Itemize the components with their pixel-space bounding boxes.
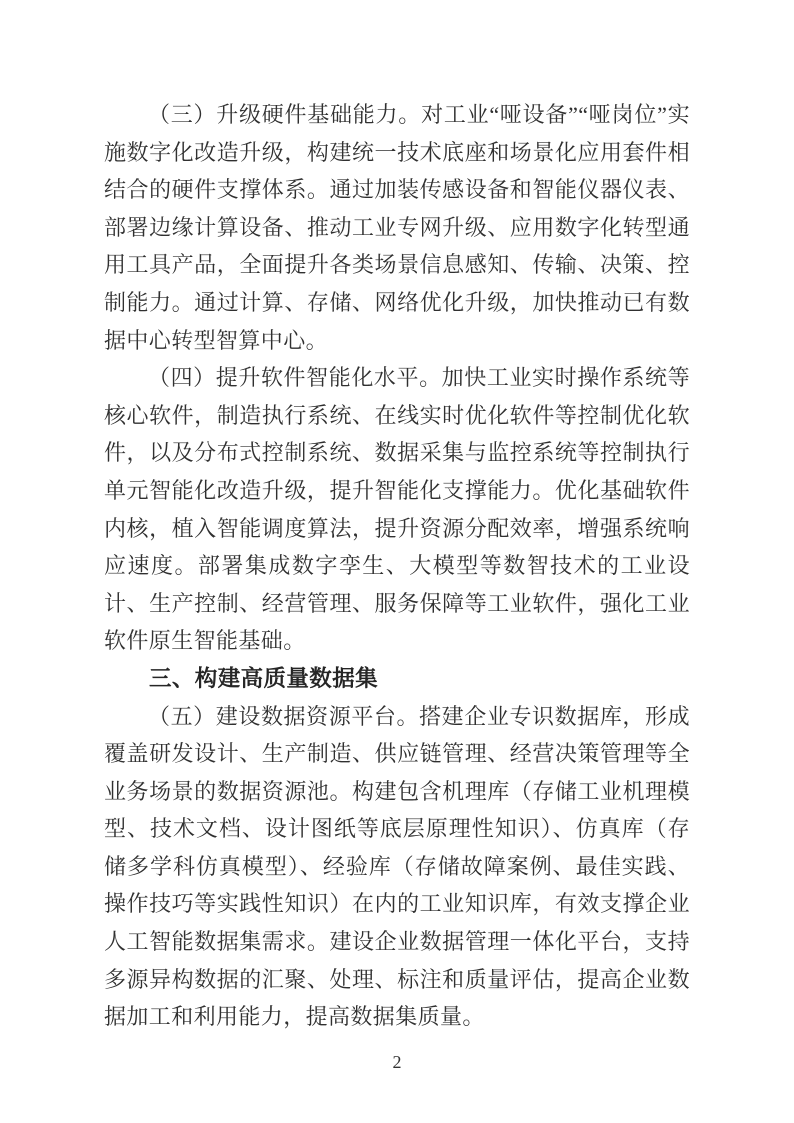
page-number: 2	[392, 1052, 402, 1072]
paragraph-data-resource-platform: （五）建设数据资源平台。搭建企业专识数据库，形成覆盖研发设计、生产制造、供应链管理、经营决策管理等全业务场景的数据资源池。构建包含机理库（存储工业机理模型、技术文档、设计图纸等底层原理性知识）、仿真库（存储多学科仿真模型）、经验库（存储故障案例、最佳实践、操作技巧等实践性知识）在内的工业知识库，有效支撑企业人工智能数据集需求。建设企业数据管理一体化平台，支持多源异构数据的汇聚、处理、标注和质量评估，提高企业数据加工和利用能力，提高数据集质量。	[104, 703, 690, 1030]
document-body	[104, 96, 690, 1036]
section-heading-dataset: 三、构建高质量数据集	[149, 665, 379, 691]
page-footer	[0, 1052, 794, 1073]
paragraph-hardware-upgrade: （三）升级硬件基础能力。对工业“哑设备”“哑岗位”实施数字化改造升级，构建统一技术底座和场景化应用套件相结合的硬件支撑体系。通过加装传感设备和智能仪器仪表、部署边缘计算设备、推动工业专网升级、应用数字化转型通用工具产品，全面提升各类场景信息感知、传输、决策、控制能力。通过计算、存储、网络优化升级，加快推动已有数据中心转型智算中心。	[104, 102, 690, 353]
paragraph-software-intelligence: （四）提升软件智能化水平。加快工业实时操作系统等核心软件，制造执行系统、在线实时优化软件等控制优化软件，以及分布式控制系统、数据采集与监控系统等控制执行单元智能化改造升级，提升智能化支撑能力。优化基础软件内核，植入智能调度算法，提升资源分配效率，增强系统响应速度。部署集成数字孪生、大模型等数智技术的工业设计、生产控制、经营管理、服务保障等工业软件，强化工业软件原生智能基础。	[104, 365, 690, 654]
